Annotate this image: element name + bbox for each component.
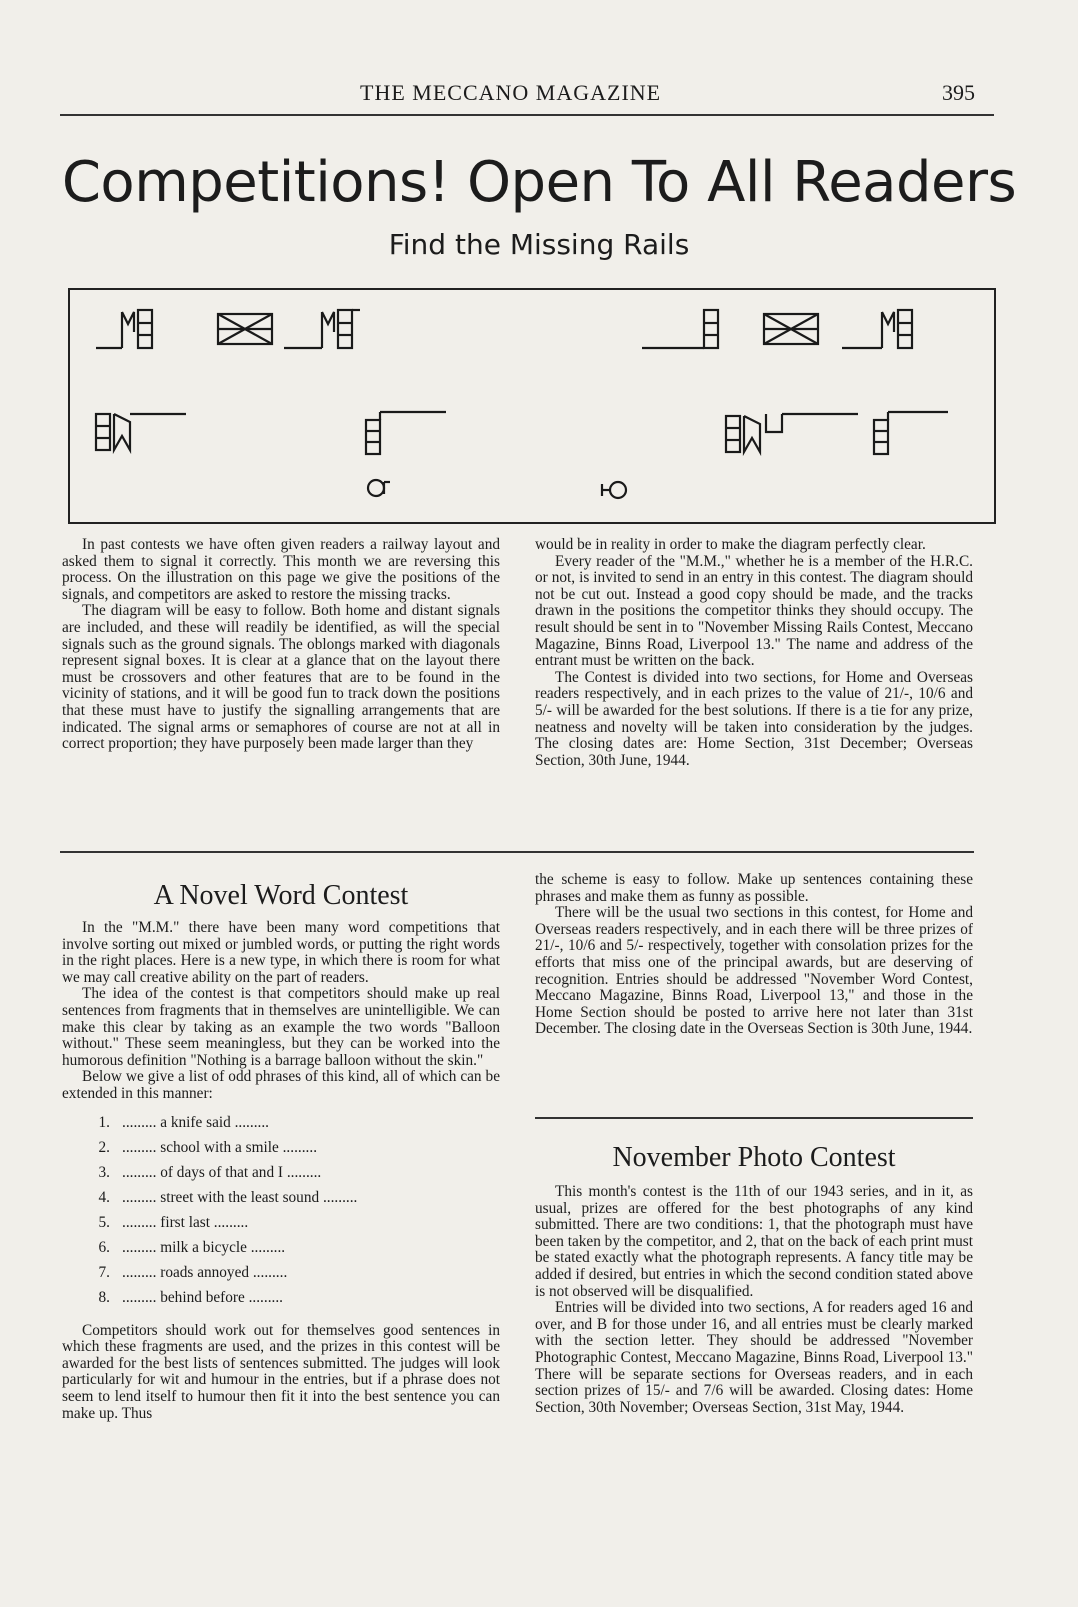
list-item: 3. ......... of days of that and I .........: [98, 1163, 322, 1181]
list-item: 1. ......... a knife said .........: [98, 1113, 269, 1131]
photo-contest-column: [535, 1184, 973, 1416]
rails-paragraph-2: The diagram will be easy to follow. Both home and distant signals are included, and these will readily be identified, as will the special signals such as the ground signals. The oblongs marked with diagonals represent signal boxes. It is clear at a glance that on the layout there must be crossovers and other features that are to be found in the vicinity of stations, and it will be good fun to track down the positions that these must have to justify the signalling arrangements that are indicated. The signal arms or semaphores of course are not at all in correct proportion; they have purposely been made larger than they: [62, 602, 500, 753]
photo-paragraph-2: Entries will be divided into two sections, A for readers aged 16 and over, and B for those under 16, and all entries must be clearly marked with the section letter. They should be addressed "November Photographic Contest, Meccano Magazine, Binns Road, Liverpool 13." There will be separate sections for Overseas readers, and in each section prizes of 15/- and 7/6 will be awarded. Closing dates: Home Section, 30th November; Overseas Section, 31st May, 1944.: [535, 1299, 973, 1416]
photo-contest-heading: November Photo Contest: [612, 1142, 896, 1173]
page-title: Competitions! Open To All Readers: [61, 150, 1017, 215]
word-right-1: the scheme is easy to follow. Make up sentences containing these phrases and make them as funny as possible.: [535, 871, 973, 905]
word-contest-column-left: [62, 920, 500, 1422]
ground-signal-icons: [368, 480, 626, 498]
list-item: 2. ......... school with a smile .........: [98, 1138, 318, 1156]
word-contest-heading: A Novel Word Contest: [153, 880, 409, 911]
list-item: 8. ......... behind before .........: [98, 1288, 284, 1306]
phrase-list: [62, 1111, 500, 1311]
rails-paragraph-4: Every reader of the "M.M.," whether he is a member of the H.R.C. or not, is invited to send in an entry in this contest. The diagram should not be cut out. Instead a good copy should be made, and the tracks drawn in the positions the competitor thinks they should occupy. The result should be sent in to "November Missing Rails Contest, Meccano Magazine, Binns Road, Liverpool 13." The name and address of the entrant must be written on the back.: [535, 552, 973, 670]
page-number: 395: [942, 80, 975, 105]
list-item: 5. ......... first last .........: [98, 1213, 249, 1231]
header-rule: [60, 114, 994, 116]
word-contest-column-right: [535, 872, 973, 1038]
photo-paragraph-1: This month's contest is the 11th of our 1943 series, and in it, as usual, prizes are offered for the best photographs of any kind submitted. There are two conditions: 1, that the photograph must have been taken by the competitor, and 2, that on the back of each print must be stated exactly what the photograph represents. A fancy title may be added if desired, but entries in which the second condition stated above is not observed will be disqualified.: [535, 1183, 973, 1300]
signal-diagram: [68, 288, 996, 524]
rails-paragraph-1: In past contests we have often given readers a railway layout and asked them to signal it correctly. This month we are reversing this process. On the illustration on this page we give the positions of the signals, and competitors are asked to restore the missing tracks.: [62, 536, 500, 603]
signal-group-top-left: [96, 310, 360, 348]
word-intro-3: Below we give a list of odd phrases of this kind, all of which can be extended in this manner:: [62, 1068, 500, 1102]
list-item: 6. ......... milk a bicycle .........: [98, 1238, 286, 1256]
rails-paragraph-5: The Contest is divided into two sections, for Home and Overseas readers respectively, and in each prizes to the value of 21/-, 10/6 and 5/- will be awarded for the best solutions. If there is a tie for any prize, neatness and novelty will be taken into consideration by the judges. The closing dates are: Home Section, 31st December; Overseas Section, 30th June, 1944.: [535, 668, 973, 769]
rails-paragraph-3: would be in reality in order to make the diagram perfectly clear.: [535, 536, 926, 553]
signal-group-middle: [96, 412, 948, 454]
section-divider: [60, 851, 974, 853]
signal-diagram-drawing: [70, 290, 994, 522]
list-item: 7. ......... roads annoyed .........: [98, 1263, 288, 1281]
word-right-2: There will be the usual two sections in this contest, for Home and Overseas readers respectively, and in each there will be three prizes of 21/-, 10/6 and 5/- respectively, together with consolation prizes for the efforts that miss one of the principal awards, but are deserving of recognition. Entries should be addressed "November Word Contest, Meccano Magazine, Binns Road, Liverpool 13," and those in the Home Section should be posted to arrive here not later than 31st December. The closing date in the Overseas Section is 30th June, 1944.: [535, 904, 973, 1038]
list-item: 4. ......... street with the least sound .........: [98, 1188, 358, 1206]
word-outro: Competitors should work out for themselves good sentences in which these fragments are used, and the prizes in this contest will be awarded for the best lists of sentences submitted. The judges will look particularly for wit and humour in the entries, but if a phrase does not seem to lend itself to humour then fit it into the best sentence you can make up. Thus: [62, 1321, 500, 1422]
word-intro-2: The idea of the contest is that competitors should make up real sentences from fragments that in themselves are unintelligible. We can make this clear by taking as an example the two words "Balloon without." These seem meaningless, but they can be worked into the humorous definition "Nothing is a barrage balloon without the skin.": [62, 985, 500, 1069]
magazine-header: THE MECCANO MAGAZINE: [360, 80, 662, 105]
rails-column-right: [535, 537, 973, 769]
photo-divider: [535, 1117, 973, 1119]
word-intro-1: In the "M.M." there have been many word competitions that involve sorting out mixed or jumbled words, or putting the right words in the right places. Here is a new type, in which there is room for what we may call creative ability on the part of readers.: [62, 919, 500, 986]
rails-column-left: [62, 537, 500, 753]
signal-group-top-right: [642, 310, 912, 348]
page-subtitle: Find the Missing Rails: [388, 228, 690, 261]
